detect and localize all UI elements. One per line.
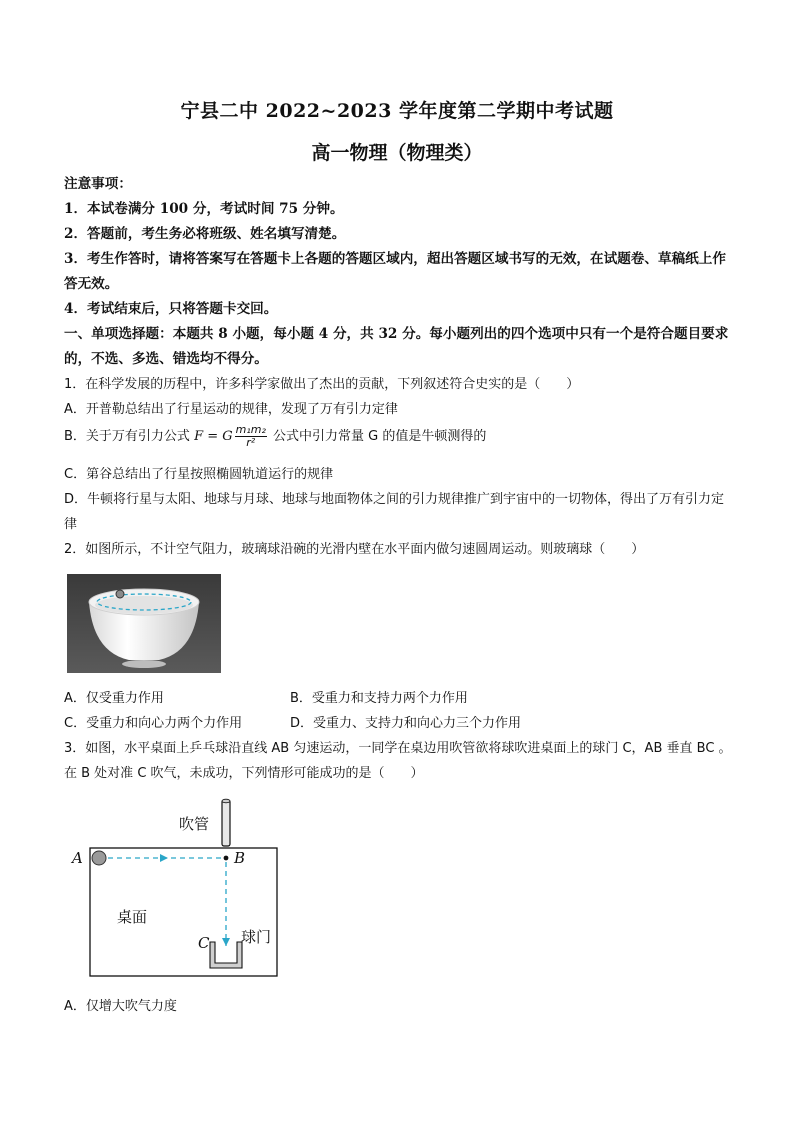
tube-label: 吹管 — [179, 815, 210, 833]
q3-stem: 3．如图，水平桌面上乒乓球沿直线 AB 匀速运动，一同学在桌边用吹管欲将球吹进桌面上的球门 C，AB 垂直 BC 。在 B 处对准 C 吹气，未成功，下列情形可能成功的是（ ） — [64, 741, 732, 781]
notes-heading: 注意事项： — [64, 176, 132, 192]
note-item-2: 2．答题前，考生务必将班级、姓名填写清楚。 — [64, 226, 346, 242]
note-item-4: 4．考试结束后，只将答题卡交回。 — [64, 301, 278, 317]
q1-option-d: D．牛顿将行星与太阳、地球与月球、地球与地面物体之间的引力规律推广到宇宙中的一切物体，得出了万有引力定律 — [64, 492, 725, 532]
q1-option-b — [64, 424, 736, 449]
q2-option-c: C．受重力和向心力两个力作用 — [64, 716, 243, 731]
goal-label: 球门 — [241, 928, 272, 946]
formula-lhs: F = G — [194, 429, 233, 444]
q1-option-b-post: 公式中引力常量 G 的值是牛顿测得的 — [268, 429, 487, 444]
formula-denominator: r² — [246, 436, 256, 449]
q2-stem: 2．如图所示，不计空气阻力，玻璃球沿碗的光滑内壁在水平面内做匀速圆周运动。则玻璃球（ ） — [64, 542, 645, 557]
point-c-label: C — [198, 934, 210, 952]
point-a-label: A — [72, 849, 83, 867]
glass-ball — [116, 590, 124, 598]
blow-tube — [222, 800, 230, 846]
ping-pong-ball — [92, 851, 106, 865]
point-b — [224, 856, 229, 861]
formula-fraction — [235, 424, 267, 449]
bowl-photo — [67, 574, 221, 673]
exam-title: 宁县二中 2022~2023 学年度第二学期中考试题 — [180, 100, 614, 122]
note-item-3: 3．考生作答时，请将答案写在答题卡上各题的答题区域内，超出答题区域书写的无效，在试题卷、草稿纸上作答无效。 — [64, 251, 726, 292]
section-heading: 一、单项选择题：本题共 8 小题，每小题 4 分，共 32 分。每小题列出的四个选项中只有一个是符合题目要求的，不选、多选、错选均不得分。 — [64, 326, 729, 367]
table-diagram — [60, 796, 290, 982]
q2-option-b: B．受重力和支持力两个力作用 — [290, 691, 468, 706]
q2-option-d: D．受重力、支持力和向心力三个力作用 — [290, 716, 522, 731]
point-b-label: B — [234, 849, 246, 867]
q1-option-c: C．第谷总结出了行星按照椭圆轨道运行的规律 — [64, 467, 334, 482]
table-label: 桌面 — [117, 908, 148, 926]
note-item-1: 1．本试卷满分 100 分，考试时间 75 分钟。 — [64, 201, 344, 217]
q1-option-a: A．开普勒总结出了行星运动的规律，发现了万有引力定律 — [64, 402, 398, 417]
q1-stem: 1．在科学发展的历程中，许多科学家做出了杰出的贡献，下列叙述符合史实的是（ ） — [64, 377, 580, 392]
exam-subtitle: 高一物理（物理类） — [311, 142, 483, 164]
q1-option-b-pre: B．关于万有引力公式 — [64, 429, 195, 444]
q3-option-a: A．仅增大吹气力度 — [64, 999, 177, 1014]
formula-numerator: m₁m₂ — [235, 423, 266, 436]
q2-option-a: A．仅受重力作用 — [64, 691, 164, 706]
